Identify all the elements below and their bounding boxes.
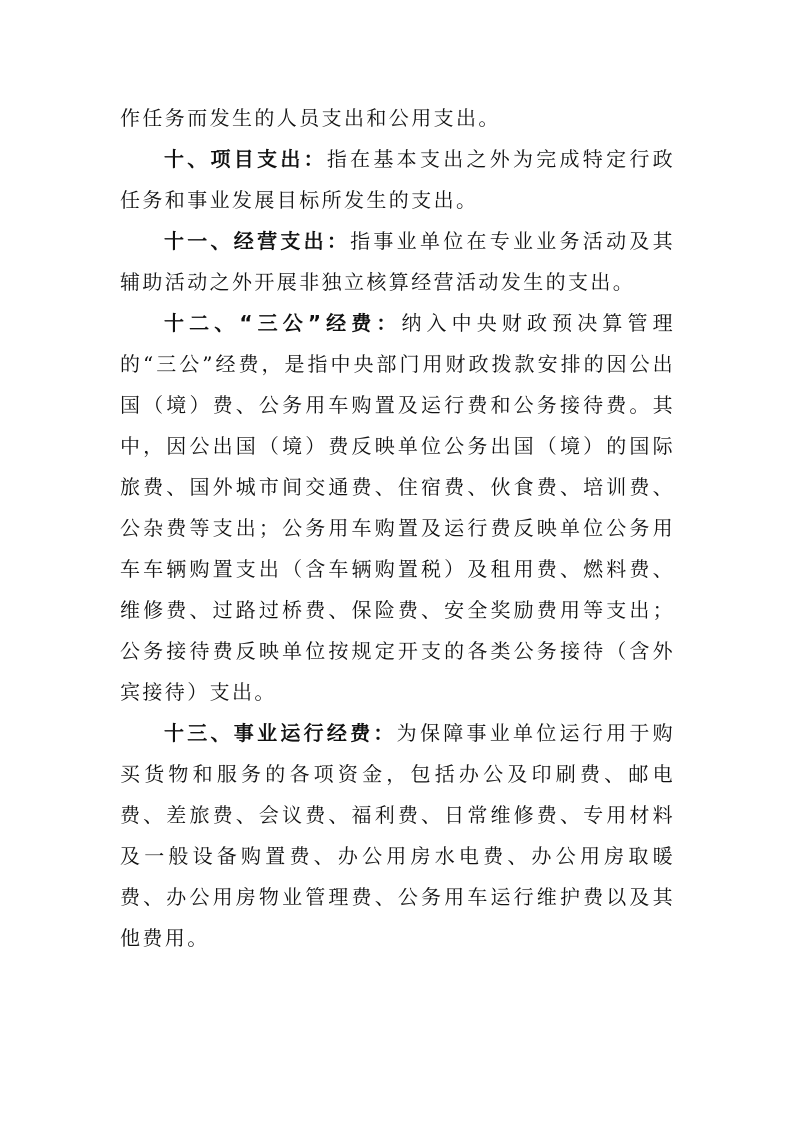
- paragraph-text: 指在基本支出之外为完成特定行政任务和事业发展目标所发生的支出。: [120, 147, 675, 212]
- paragraph-project-expenditure: [120, 139, 675, 221]
- paragraph-continuation: [120, 98, 675, 139]
- paragraph-text: 纳入中央财政预决算管理的“三公”经费，是指中央部门用财政拨款安排的因公出国（境）费、公务用车购置及运行费和公务接待费。其中，因公出国（境）费反映单位公务出国（境）的国际旅费、国外城市间交通费、住宿费、伙食费、培训费、公杂费等支出；公务用车购置及运行费反映单位公务用车车辆购置支出（含车辆购置税）及租用费、燃料费、维修费、过路过桥费、保险费、安全奖励费用等支出；公务接待费反映单位按规定开支的各类公务接待（含外宾接待）支出。: [120, 311, 675, 704]
- paragraph-term: 十三、事业运行经费：: [164, 721, 397, 745]
- paragraph-text: 作任务而发生的人员支出和公用支出。: [120, 106, 501, 130]
- paragraph-term: 十一、经营支出：: [164, 229, 351, 253]
- paragraph-term: 十二、“三公”经费：: [164, 311, 402, 335]
- document-body: [120, 98, 675, 959]
- paragraph-operating-expenditure: [120, 221, 675, 303]
- paragraph-text: 为保障事业单位运行用于购买货物和服务的各项资金，包括办公及印刷费、邮电费、差旅费、会议费、福利费、日常维修费、专用材料及一般设备购置费、办公用房水电费、办公用房取暖费、办公用房物业管理费、公务用车运行维护费以及其他费用。: [120, 721, 675, 950]
- paragraph-three-public-expenses: [120, 303, 675, 713]
- paragraph-text: 指事业单位在专业业务活动及其辅助活动之外开展非独立核算经营活动发生的支出。: [120, 229, 675, 294]
- paragraph-institution-operating-funds: [120, 713, 675, 959]
- paragraph-term: 十、项目支出：: [164, 147, 327, 171]
